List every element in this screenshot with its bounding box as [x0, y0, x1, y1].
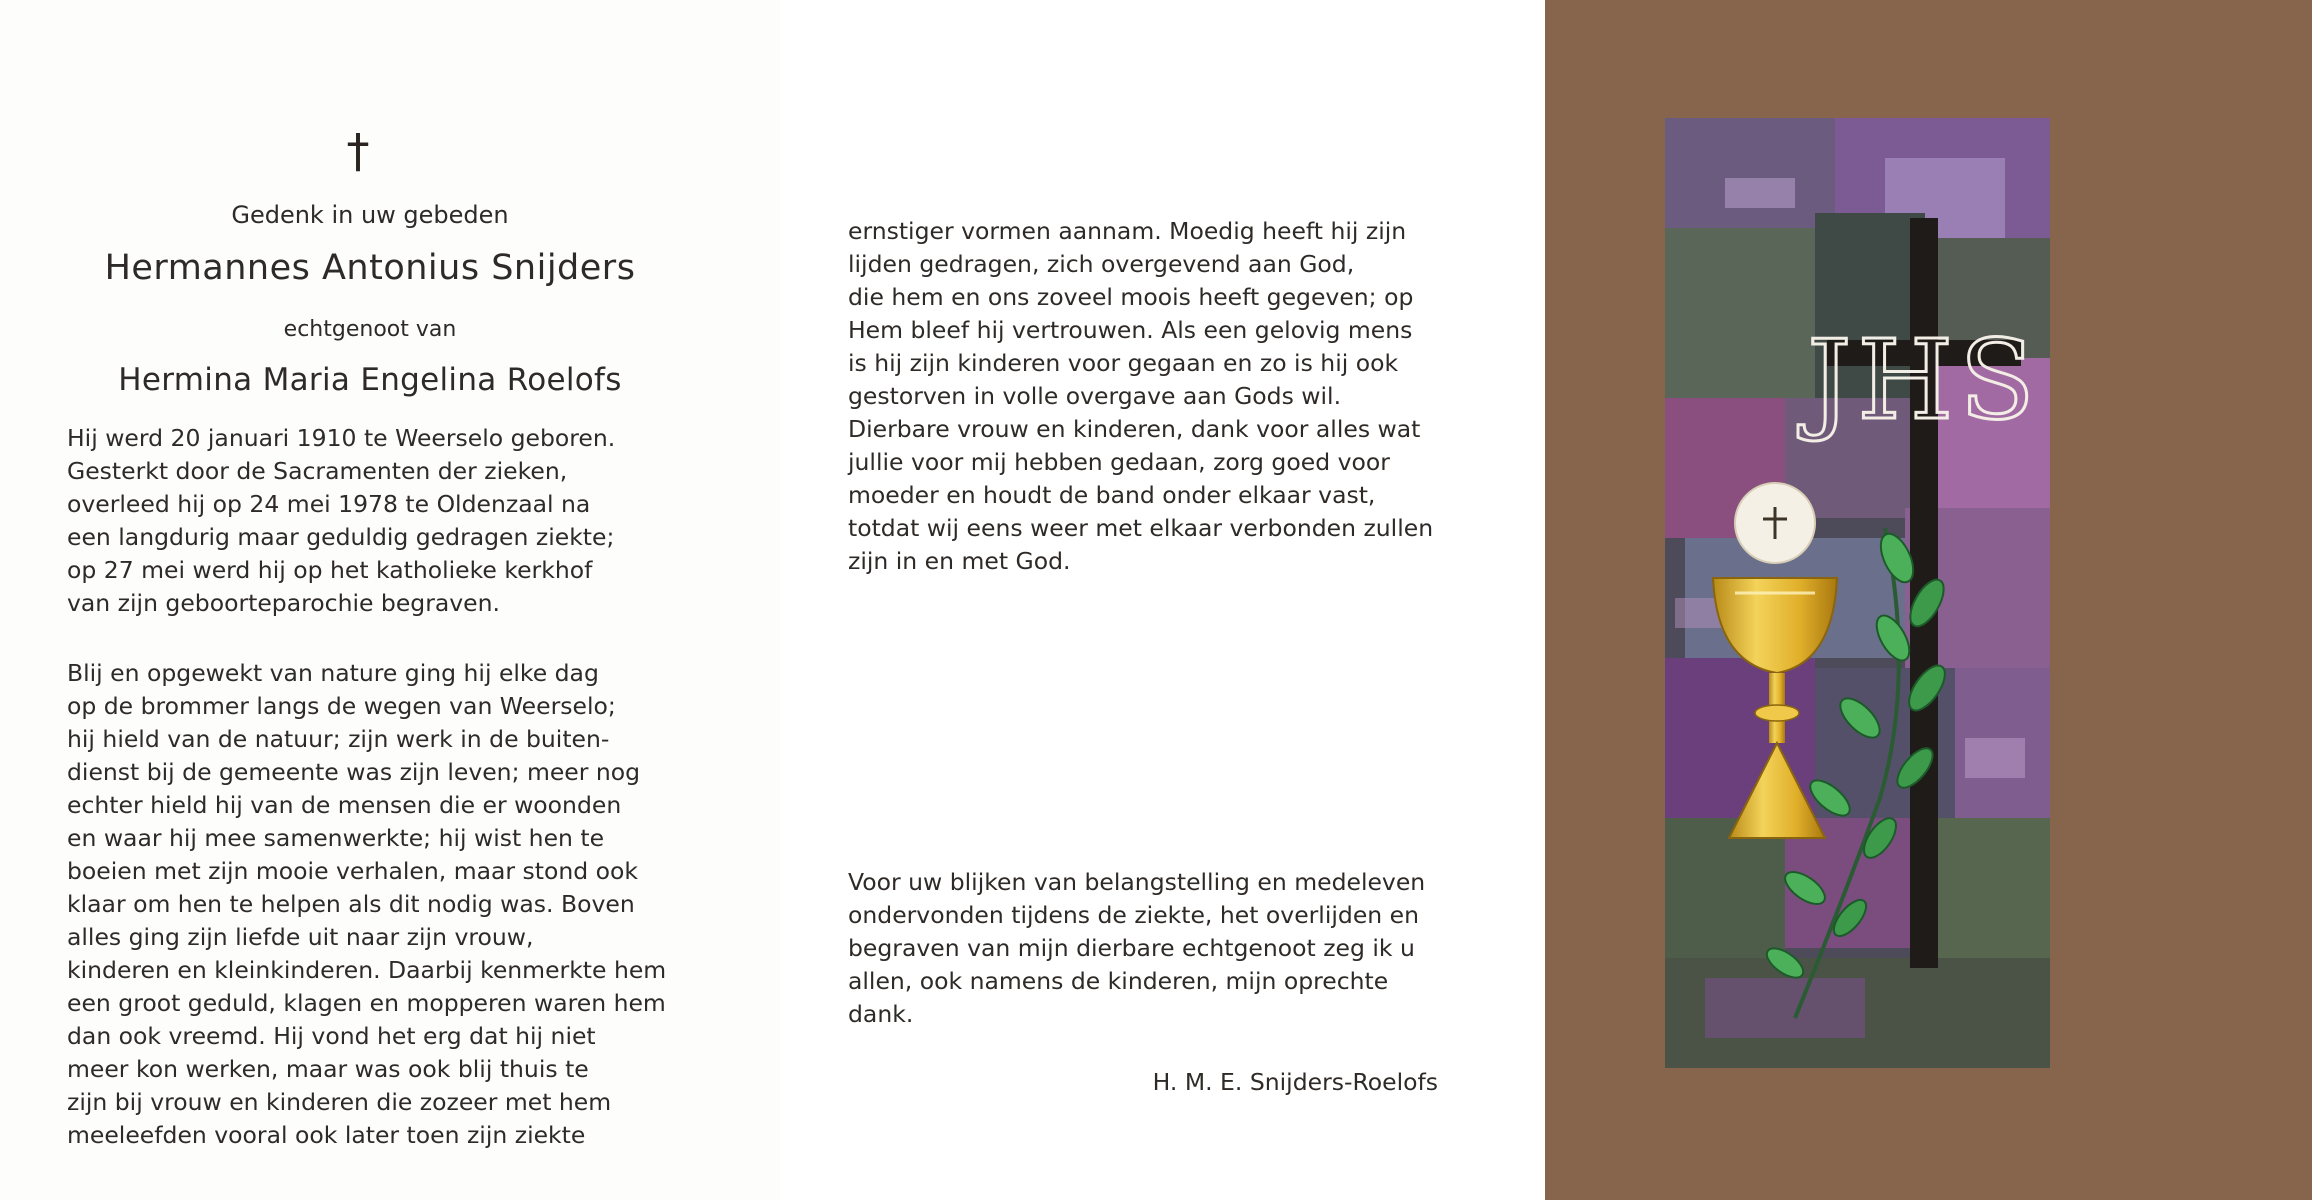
text-line: moeder en houdt de band onder elkaar vast, [848, 481, 1376, 509]
biography-continued-paragraph [848, 215, 1448, 578]
text-line: op de brommer langs de wegen van Weerselo; [67, 692, 616, 720]
text-line: hij hield van de natuur; zijn werk in de buiten- [67, 725, 610, 753]
text-line: allen, ook namens de kinderen, mijn oprechte [848, 967, 1389, 995]
cross-symbol: † [346, 124, 370, 178]
text-line: van zijn geboorteparochie begraven. [67, 589, 501, 617]
monogram: JHS [1807, 316, 2041, 444]
text-line: Hem bleef hij vertrouwen. Als een gelovig mens [848, 316, 1413, 344]
spouse-name: Hermina Maria Engelina Roelofs [118, 362, 622, 398]
text-line: zijn bij vrouw en kinderen die zozeer met hem [67, 1088, 612, 1116]
text-line: gestorven in volle overgave aan Gods wil. [848, 382, 1342, 410]
text-line: Gesterkt door de Sacramenten der zieken, [67, 457, 568, 485]
text-line: Blij en opgewekt van nature ging hij elke dag [67, 659, 599, 687]
text-line: klaar om hen te helpen als dit nodig was. Boven [67, 890, 635, 918]
text-line: ondervonden tijdens de ziekte, het overlijden en [848, 901, 1419, 929]
signature: H. M. E. Snijders-Roelofs [1152, 1068, 1438, 1096]
text-line: overleed hij op 24 mei 1978 te Oldenzaal na [67, 490, 591, 518]
text-line: die hem en ons zoveel moois heeft gegeven; op [848, 283, 1414, 311]
text-line: lijden gedragen, zich overgevend aan God, [848, 250, 1355, 278]
text-line: dank. [848, 1000, 914, 1028]
text-line: alles ging zijn liefde uit naar zijn vrouw, [67, 923, 534, 951]
host [1735, 483, 1815, 563]
left-panel [0, 0, 780, 1200]
text-line: een groot geduld, klagen en mopperen waren hem [67, 989, 666, 1017]
deceased-name: Hermannes Antonius Snijders [104, 248, 636, 288]
text-line: meer kon werken, maar was ook blij thuis te [67, 1055, 589, 1083]
text-line: jullie voor mij hebben gedaan, zorg goed voor [848, 448, 1390, 476]
text-line: Dierbare vrouw en kinderen, dank voor alles wat [848, 415, 1421, 443]
text-line: echter hield hij van de mensen die er woonden [67, 791, 622, 819]
text-line: is hij zijn kinderen voor gegaan en zo is hij ook [848, 349, 1399, 377]
text-line: totdat wij eens weer met elkaar verbonden zullen [848, 514, 1434, 542]
text-line: meeleefden vooral ook later toen zijn ziekte [67, 1121, 586, 1149]
religious-artwork [1665, 118, 2050, 1068]
text-line: boeien met zijn mooie verhalen, maar stond ook [67, 857, 639, 885]
text-line: ernstiger vormen aannam. Moedig heeft hij zijn [848, 217, 1407, 245]
biography-paragraph [67, 657, 667, 1152]
spouse-label: echtgenoot van [283, 317, 457, 342]
text-line: begraven van mijn dierbare echtgenoot zeg ik u [848, 934, 1415, 962]
text-line: op 27 mei werd hij op het katholieke kerkhof [67, 556, 593, 584]
text-line: dienst bij de gemeente was zijn leven; meer nog [67, 758, 641, 786]
text-line: zijn in en met God. [848, 547, 1071, 575]
text-line: en waar hij mee samenwerkte; hij wist hen te [67, 824, 605, 852]
text-line: Voor uw blijken van belangstelling en medeleven [848, 868, 1426, 896]
text-line: dan ook vreemd. Hij vond het erg dat hij niet [67, 1022, 596, 1050]
text-line: een langdurig maar geduldig gedragen ziekte; [67, 523, 615, 551]
thanks-paragraph [848, 866, 1448, 1031]
text-line: Hij werd 20 januari 1910 te Weerselo geboren. [67, 424, 616, 452]
text-line: kinderen en kleinkinderen. Daarbij kenmerkte hem [67, 956, 667, 984]
life-dates-paragraph [67, 422, 667, 620]
intro-line: Gedenk in uw gebeden [231, 201, 509, 229]
